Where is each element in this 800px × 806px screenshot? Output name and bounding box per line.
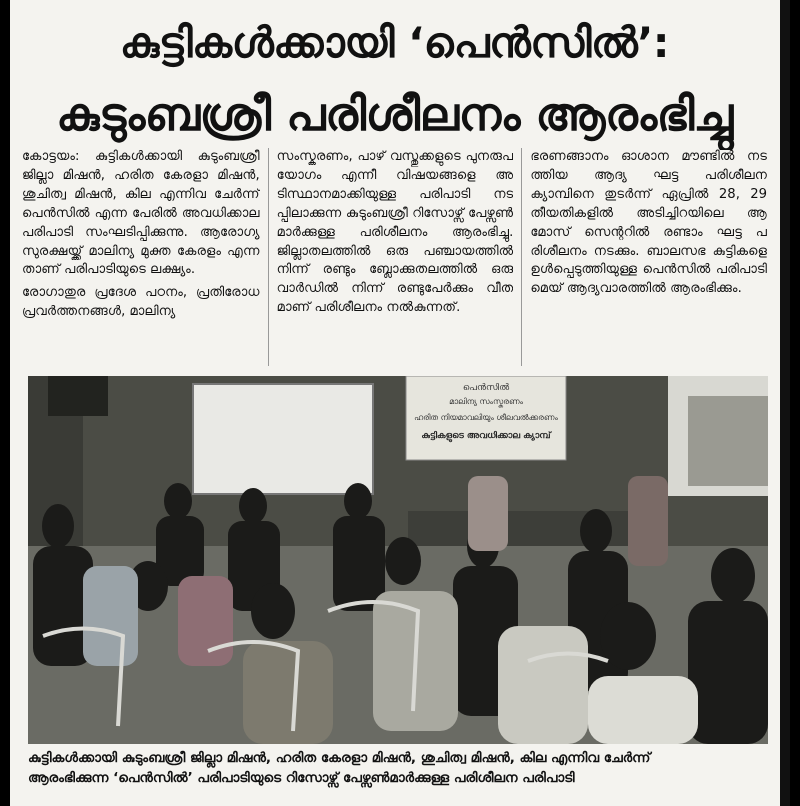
photo-caption: [28, 748, 768, 788]
projector-screen: [193, 384, 373, 494]
banner-text: ഹരിത നിയമാവലിയും ശീലവൽക്കരണം: [414, 413, 558, 422]
article-paragraph: സംസ്കരണം, പാഴ് വസ്തുക്കളുടെ പുനരുപയോഗം എന്നീ വിഷയങ്ങളെ അടിസ്ഥാനമാക്കിയുള്ള പരിപാടി നടപ്പിലാക്കുന്ന കുടുംബശ്രീ റിസോഴ്സ് പേഴ്സൺമാർക്കുള്ള പരിശീലനം ആരംഭിച്ചു. ജില്ലാതലത്തിൽ ഒരു പഞ്ചായത്തിൽ നിന്ന് രണ്ടും ബ്ലോക്കുതലത്തിൽ ഒരു വാർഡിൽ നിന്ന് രണ്ടുപേർക്കും വീതമാണ് പരിശീലനം നൽകുന്നത്.: [276, 149, 514, 316]
newspaper-clipping: [10, 0, 780, 806]
banner-text: കുട്ടികളുടെ അവധിക്കാല ക്യാമ്പ്: [421, 431, 551, 441]
headline-line-2: കുടുംബശ്രീ പരിശീലനം ആരംഭിച്ചു: [56, 87, 733, 141]
article-paragraph: ഭരണങ്ങാനം ഓശാന മൗണ്ടിൽ നടത്തിയ ആദ്യ ഘട്ട പരിശീലന ക്യാമ്പിനെ തുടർന്ന് ഏപ്രിൽ 28, 29 തീയതികളിൽ അടിച്ചിറയിലെ ആമോസ് സെന്ററിൽ രണ്ടാം ഘട്ട പരിശീലനം നടക്കും. ബാലസഭ കുട്ടികളെ ഉൾപ്പെടുത്തിയുള്ള പെൻസിൽ പരിപാടി മെയ് ആദ്യവാരത്തിൽ ആരംഭിക്കും.: [530, 149, 767, 297]
article-column-1: [22, 148, 260, 366]
caption-line-2: ആരംഭിക്കുന്ന ‘പെൻസിൽ’ പരിപാടിയുടെ റിസോഴ്സ് പേഴ്സൺമാർക്കുള്ള പരിശീലന പരിപാടി: [28, 770, 575, 786]
article-column-3: [521, 148, 767, 366]
article-column-2: [268, 148, 514, 366]
article-paragraph: രോഗാതുര പ്രദേശ പഠനം, പ്രതിരോധ പ്രവർത്തനങ്ങൾ, മാലിന്യ: [22, 285, 260, 320]
banner-text: മാലിന്യ സംസ്കരണം: [449, 397, 523, 406]
banner-text: പെൻസിൽ: [462, 383, 510, 393]
event-photo: [28, 376, 768, 744]
training-banner: [406, 376, 566, 460]
caption-line-1: കുട്ടികൾക്കായി കുടുംബശ്രീ ജില്ലാ മിഷൻ, ഹരിത കേരളാ മിഷൻ, ശുചിത്വ മിഷൻ, കില എന്നിവ ചേർന്ന്: [28, 750, 651, 766]
training-session-photo: [28, 376, 768, 744]
article-paragraph: കോട്ടയം: കുട്ടികൾക്കായി കുടുംബശ്രീ ജില്ലാ മിഷൻ, ഹരിത കേരളാ മിഷൻ, ശുചിത്വ മിഷൻ, കില എന്നിവ ചേർന്ന് പെൻസിൽ എന്ന പേരിൽ അവധിക്കാല പരിപാടി സംഘടിപ്പിക്കുന്നു. ആരോഗ്യ സുരക്ഷയ്ക്ക് മാലിന്യ മുക്ത കേരളം എന്നതാണ് പരിപാടിയുടെ ലക്ഷ്യം.: [22, 149, 260, 278]
article-body: [22, 148, 767, 366]
headline-line-1: കുട്ടികൾക്കായി ‘പെൻസിൽ’:: [119, 18, 670, 67]
